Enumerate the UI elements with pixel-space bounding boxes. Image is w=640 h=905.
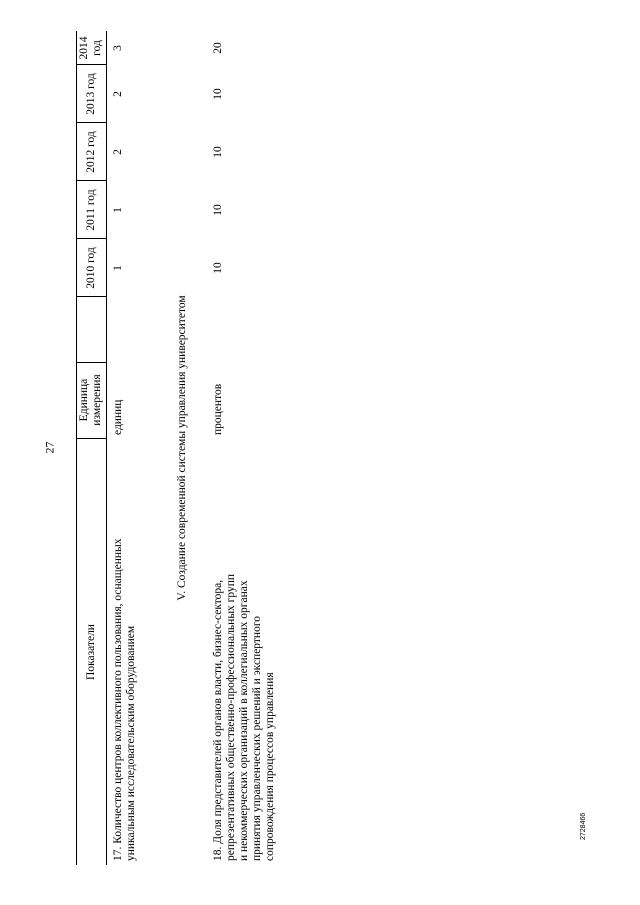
row-17-value: 1 <box>112 207 124 213</box>
header-year: 2014 год <box>78 36 103 60</box>
header-year: 2012 год <box>84 131 97 173</box>
header-year: 2011 год <box>84 189 97 231</box>
header-indicators: Показатели <box>84 624 97 680</box>
section-title: V. Создание современной системы управления университетом <box>176 295 188 601</box>
row-17-value: 3 <box>112 45 124 51</box>
document-code: 2728466 <box>580 812 587 840</box>
table-header-rule <box>106 31 107 865</box>
row-17-value: 2 <box>112 91 124 97</box>
header-year: 2010 год <box>84 247 97 289</box>
row-18-value: 20 <box>212 42 224 54</box>
col-separator <box>76 362 106 363</box>
row-18-value: 10 <box>212 204 224 216</box>
row-17-unit: единиц <box>112 399 124 435</box>
row-18-value: 10 <box>212 88 224 100</box>
page-number: 27 <box>42 441 57 454</box>
row-18-unit: процентов <box>212 383 224 435</box>
row-18-value: 10 <box>212 146 224 158</box>
header-year: 2013 год <box>84 73 97 115</box>
row-17-value: 2 <box>112 149 124 155</box>
indicator-table <box>76 31 316 865</box>
header-unit: Единица измерения <box>78 374 103 426</box>
row-18-value: 10 <box>212 262 224 274</box>
row-17-indicator: 17. Количество центров коллективного пользования, оснащенных уникальным исследовательским оборудованием <box>112 538 137 861</box>
row-17-value: 1 <box>112 265 124 271</box>
row-18-indicator: 18. Доля представителей органов власти, бизнес-сектора, репрезентативных общественно-профессиональных групп и некоммерческих организаций в коллегиальных органах принятия управленческих решений и экспертного сопровождения процессов управления <box>212 573 276 861</box>
